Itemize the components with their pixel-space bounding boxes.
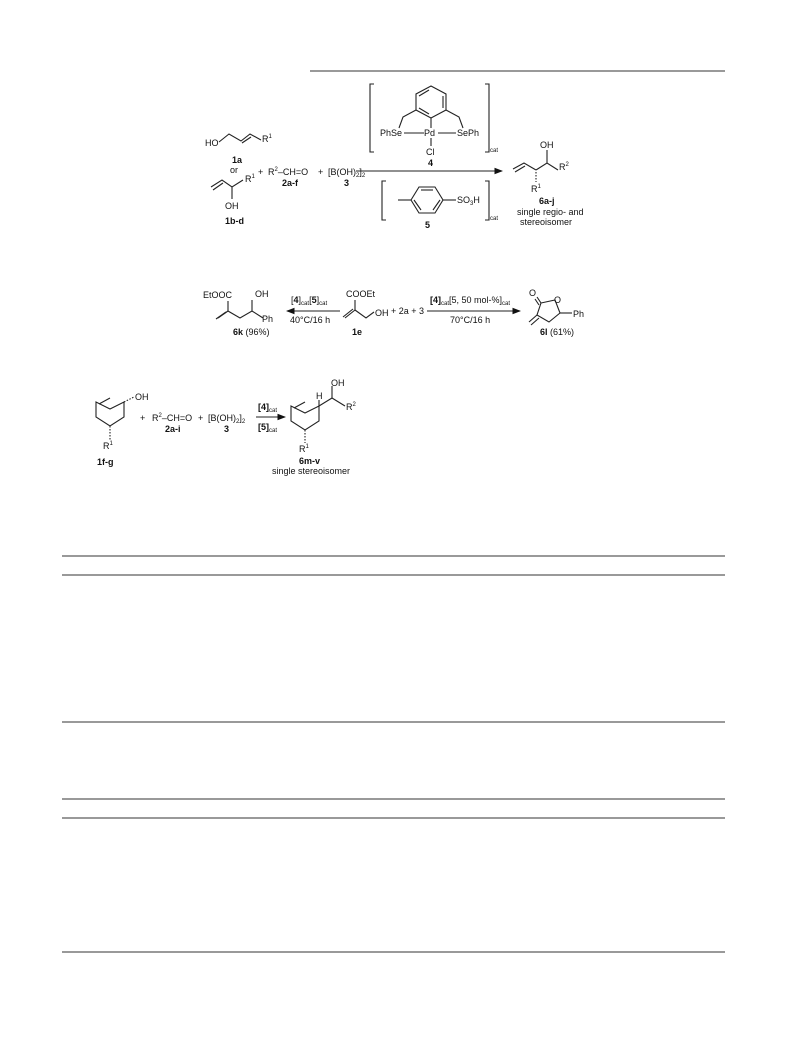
compound-id-2a-f: 2a-f bbox=[282, 178, 299, 188]
oh-label: OH bbox=[331, 378, 345, 388]
ph-label: Ph bbox=[262, 314, 274, 324]
reactant-1e bbox=[343, 289, 389, 337]
compound-id-1e: 1e bbox=[352, 327, 363, 337]
compound-id-1b-d: 1b-d bbox=[225, 216, 244, 226]
ester-label: COOEt bbox=[346, 289, 376, 299]
compound-id-6k: 6k (96%) bbox=[233, 327, 270, 337]
catalyst-5 bbox=[382, 181, 498, 230]
oh-label: OH bbox=[255, 289, 269, 299]
oh-label: OH bbox=[375, 308, 389, 318]
ph-label: Ph bbox=[573, 309, 585, 319]
cl-label: Cl bbox=[426, 147, 435, 157]
product-r2-label: $R^2$ bbox=[559, 162, 569, 172]
product-oh-label: OH bbox=[540, 140, 554, 150]
ester-label: EtOOC bbox=[203, 290, 233, 300]
reactant-1a-r-label: $R^1$ bbox=[262, 134, 272, 144]
arrow-bottom-condition: $[5]_{cat}$ bbox=[258, 422, 278, 434]
product-note: single regio- and bbox=[517, 207, 584, 217]
or-label: or bbox=[230, 165, 239, 175]
compound-id-6m-v: 6m-v bbox=[299, 456, 321, 466]
diboron-formula: $[B(OH)_2]_2$ bbox=[328, 167, 366, 179]
compound-id-1a: 1a bbox=[232, 155, 243, 165]
so3h-label: $SO_3H$ bbox=[457, 195, 480, 207]
compound-id-1f-g: 1f-g bbox=[97, 457, 114, 467]
compound-id-3: 3 bbox=[344, 178, 350, 188]
product-note: stereoisomer bbox=[520, 217, 573, 227]
r1-label: $R^1$ bbox=[299, 444, 309, 454]
scheme-2 bbox=[203, 288, 584, 337]
left-arrow-conditions: $[4]_{cat}[5]_{cat}$ bbox=[291, 295, 328, 307]
catalytic-subscript: cat bbox=[490, 148, 499, 154]
ring-o-label: O bbox=[554, 295, 562, 305]
right-arrow-temperature: 70°C/16 h bbox=[450, 315, 491, 325]
aldehyde-formula: $R^2-CH=O$ bbox=[268, 167, 309, 177]
compound-id-2a-i: 2a-i bbox=[165, 424, 181, 434]
product-6m-v bbox=[272, 378, 357, 476]
oh-label: OH bbox=[135, 392, 149, 402]
compound-id-3: 3 bbox=[224, 424, 230, 434]
catalytic-subscript: cat bbox=[490, 216, 499, 222]
h-label: H bbox=[316, 391, 323, 401]
aldehyde-formula: $R^2-CH=O$ bbox=[152, 413, 193, 423]
reactant-1a-ho-label: HO bbox=[205, 138, 219, 148]
reactant-1b-d bbox=[211, 174, 256, 226]
reagents-label: + 2a + 3 bbox=[391, 306, 425, 316]
plus-sign: + bbox=[198, 413, 204, 423]
r2-label: $R^2$ bbox=[346, 402, 356, 412]
product-6a-j bbox=[513, 140, 584, 227]
scheme-1 bbox=[205, 84, 584, 230]
arrow-top-condition: $[4]_{cat}$ bbox=[258, 402, 278, 414]
table-rules bbox=[62, 556, 725, 952]
compound-id-5: 5 bbox=[425, 220, 431, 230]
reactant-1b-r-label: $R^1$ bbox=[245, 174, 255, 184]
product-r1-label: $R^1$ bbox=[531, 184, 541, 194]
compound-id-6l: 6l (61%) bbox=[540, 327, 575, 337]
compound-id-6a-j: 6a-j bbox=[539, 196, 555, 206]
reactant-1f-g bbox=[96, 392, 149, 467]
product-6l bbox=[529, 288, 584, 337]
right-arrow-conditions: $[4]_{cat}[5$, 50 mol-$\%]_{cat}$ bbox=[430, 295, 511, 307]
carbonyl-o-label: O bbox=[529, 288, 537, 298]
compound-id-4: 4 bbox=[428, 158, 434, 168]
phse-label: PhSe bbox=[380, 128, 403, 138]
product-note: single stereoisomer bbox=[272, 466, 351, 476]
catalyst-4 bbox=[370, 84, 498, 168]
seph-label: SePh bbox=[457, 128, 480, 138]
diboron-formula: $[B(OH)_2]_2$ bbox=[208, 413, 246, 425]
plus-sign: + bbox=[318, 167, 324, 177]
product-6k bbox=[203, 289, 273, 337]
pd-label: Pd bbox=[424, 128, 436, 138]
left-arrow-temperature: 40°C/16 h bbox=[290, 315, 331, 325]
reactant-1b-oh-label: OH bbox=[225, 201, 239, 211]
plus-sign: + bbox=[140, 413, 146, 423]
r1-label: $R^1$ bbox=[103, 441, 113, 451]
plus-sign: + bbox=[258, 167, 264, 177]
scheme-3 bbox=[96, 378, 357, 476]
